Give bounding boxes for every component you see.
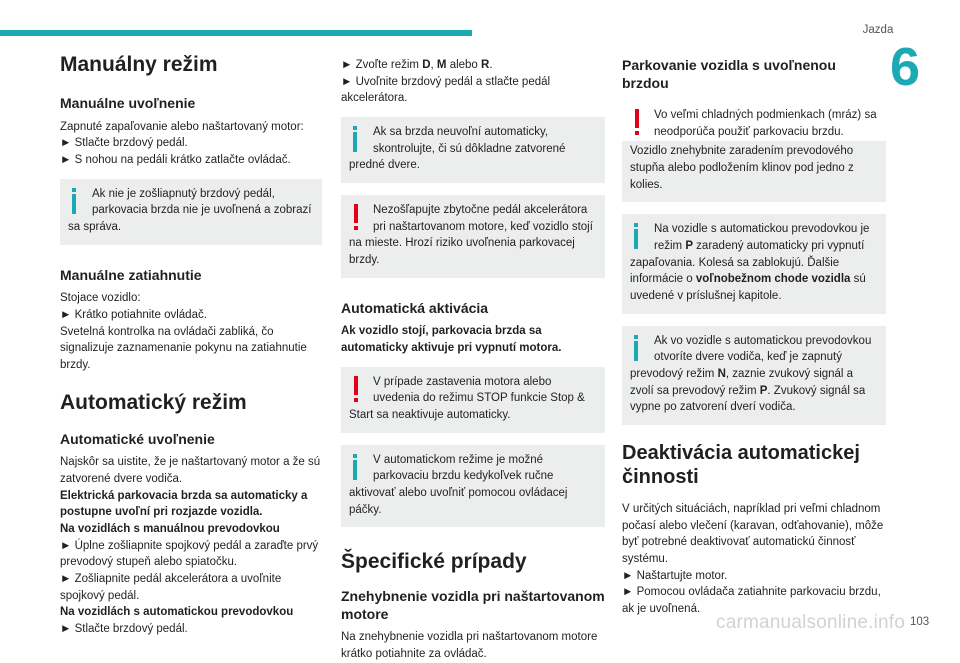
automatic-release-step-2: ► Zošliapnite pedál akcelerátora a uvoľnite spojkový pedál. — [60, 572, 282, 602]
manual-release-heading: Manuálne uvoľnenie — [60, 95, 196, 112]
warning-icon — [349, 376, 363, 404]
special-cases-title: Špecifické prípady — [341, 550, 527, 574]
deactivation-step-2: ► Pomocou ovládača zatiahnite parkovaciu brzdu, ak je uvoľnená. — [622, 586, 881, 616]
info-note-text: Ak sa brzda neuvoľní automaticky, skontrolujte, či sú dôkladne zatvorené predné dvere. — [349, 126, 566, 172]
warning-note-box — [341, 195, 605, 278]
info-note-box — [341, 445, 605, 528]
info-note-box — [60, 179, 322, 245]
info-icon — [349, 126, 363, 154]
automatic-release-bold-1: Elektrická parkovacia brzda sa automaticky a postupne uvoľní pri rozjazde vozidla. — [60, 489, 308, 519]
automatic-activation-heading: Automatická aktivácia — [341, 299, 489, 316]
manual-apply-text: Svetelná kontrolka na ovládači zabliká, čo signalizuje zaznamenanie pokynu na zatiahnutie brzdy. — [60, 325, 307, 371]
info-note-box — [341, 117, 605, 183]
deactivation-step-1: ► Naštartujte motor. — [622, 569, 728, 582]
automatic-release-intro: Najskôr sa uistite, že je naštartovaný motor a že sú zatvorené dvere vodiča. — [60, 456, 321, 485]
select-mode-step: ► Zvoľte režim D, M alebo R. — [341, 59, 493, 71]
section-label: Jazda — [862, 24, 894, 36]
column-2 — [341, 57, 605, 663]
watermark: carmanualsonline.info — [716, 612, 906, 633]
info-note-box: Ak vo vozidle s automatickou prevodovkou otvoríte dvere vodiča, keď je zapnutý prevodový režim N, zaznie zvukový signál a zvolí sa prevodový režim P. Zvukový signál sa vypne po zatvorení dverí vodiča. — [622, 326, 886, 425]
parking-note-text: Vozidlo znehybnite zaradením prevodového stupňa alebo podložením klinov pod jedno z kolies. — [630, 145, 854, 191]
warning-icon — [630, 109, 644, 137]
automatic-release-heading: Automatické uvoľnenie — [60, 430, 215, 447]
column-1 — [60, 52, 322, 638]
info-note-box: Na vozidle s automatickou prevodovkou je režim P zaradený automaticky pri vypnutí zapaľovania. Kolesá sa zablokujú. Ďalšie informácie o voľnobežnom chode vozidla sú uvedené v príslušnej kapitole. — [622, 214, 886, 313]
manual-apply-intro: Stojace vozidlo: — [60, 292, 141, 305]
manual-release-intro: Zapnuté zapaľovanie alebo naštartovaný motor: — [60, 120, 304, 133]
parking-note-box — [622, 141, 886, 202]
manual-release-step-1: ► Stlačte brzdový pedál. — [60, 137, 188, 150]
header-accent-bar — [0, 30, 472, 36]
release-brake-step: ► Uvoľnite brzdový pedál a stlačte pedál akcelerátora. — [341, 75, 551, 105]
automatic-release-bold-2: Na vozidlách s manuálnou prevodovkou — [60, 522, 280, 535]
info-note-text: V automatickom režime je možné parkovaciu brzdu kedykoľvek ručne aktivovať alebo uvoľniť pomocou ovládacej páčky. — [349, 453, 568, 516]
page-number: 103 — [910, 616, 930, 628]
info-icon — [630, 223, 644, 251]
manual-mode-title: Manuálny režim — [60, 53, 218, 76]
manual-release-step-2: ► S nohou na pedáli krátko zatlačte ovládač. — [60, 154, 291, 167]
warning-note-box — [341, 367, 605, 433]
automatic-release-step-1: ► Úplne zošliapnite spojkový pedál a zaraďte prvý prevodový stupeň alebo spiatočku. — [60, 539, 319, 569]
warning-icon — [349, 204, 363, 232]
column-3 — [622, 57, 886, 618]
automatic-release-bold-3: Na vozidlách s automatickou prevodovkou — [60, 606, 294, 619]
immobilisation-heading: Znehybnenie vozidla pri naštartovanom motore — [341, 588, 605, 622]
parking-released-heading: Parkovanie vozidla s uvoľnenou brzdou — [622, 57, 836, 91]
automatic-mode-title: Automatický režim — [60, 390, 247, 414]
automatic-release-step-3: ► Stlačte brzdový pedál. — [60, 622, 188, 635]
warning-note-text: Vo veľmi chladných podmienkach (mráz) sa neodporúča použiť parkovaciu brzdu. — [654, 109, 877, 138]
automatic-activation-bold: Ak vozidlo stojí, parkovacia brzda sa automaticky aktivuje pri vypnutí motora. — [341, 325, 562, 354]
immobilisation-text: Na znehybnenie vozidla pri naštartovanom motore krátko potiahnite za ovládač. — [341, 631, 598, 661]
deactivation-title: Deaktivácia automatickej činnosti — [622, 442, 860, 489]
info-icon — [349, 454, 363, 482]
info-icon — [630, 335, 644, 363]
warning-note-text: V prípade zastavenia motora alebo uvedenia do režimu STOP funkcie Stop & Start sa neaktivuje automaticky. — [349, 375, 585, 421]
chapter-number: 6 — [890, 37, 921, 97]
info-icon — [68, 188, 82, 216]
manual-apply-step-1: ► Krátko potiahnite ovládač. — [60, 308, 207, 321]
info-note-text: Ak nie je zošliapnutý brzdový pedál, parkovacia brzda nie je uvoľnená a zobrazí sa správa. — [68, 187, 312, 234]
deactivation-text: V určitých situáciách, napríklad pri veľmi chladnom počasí alebo vlečení (karavan, odťahovanie), môže byť potrebné deaktivovať automatickú činnosť systému. — [622, 503, 884, 566]
warning-note-text: Nezošľapujte zbytočne pedál akcelerátora pri naštartovanom motore, keď vozidlo stojí na mieste. Hrozí riziko uvoľnenia parkovacej brzdy. — [349, 204, 593, 267]
manual-apply-heading: Manuálne zatiahnutie — [60, 266, 202, 283]
